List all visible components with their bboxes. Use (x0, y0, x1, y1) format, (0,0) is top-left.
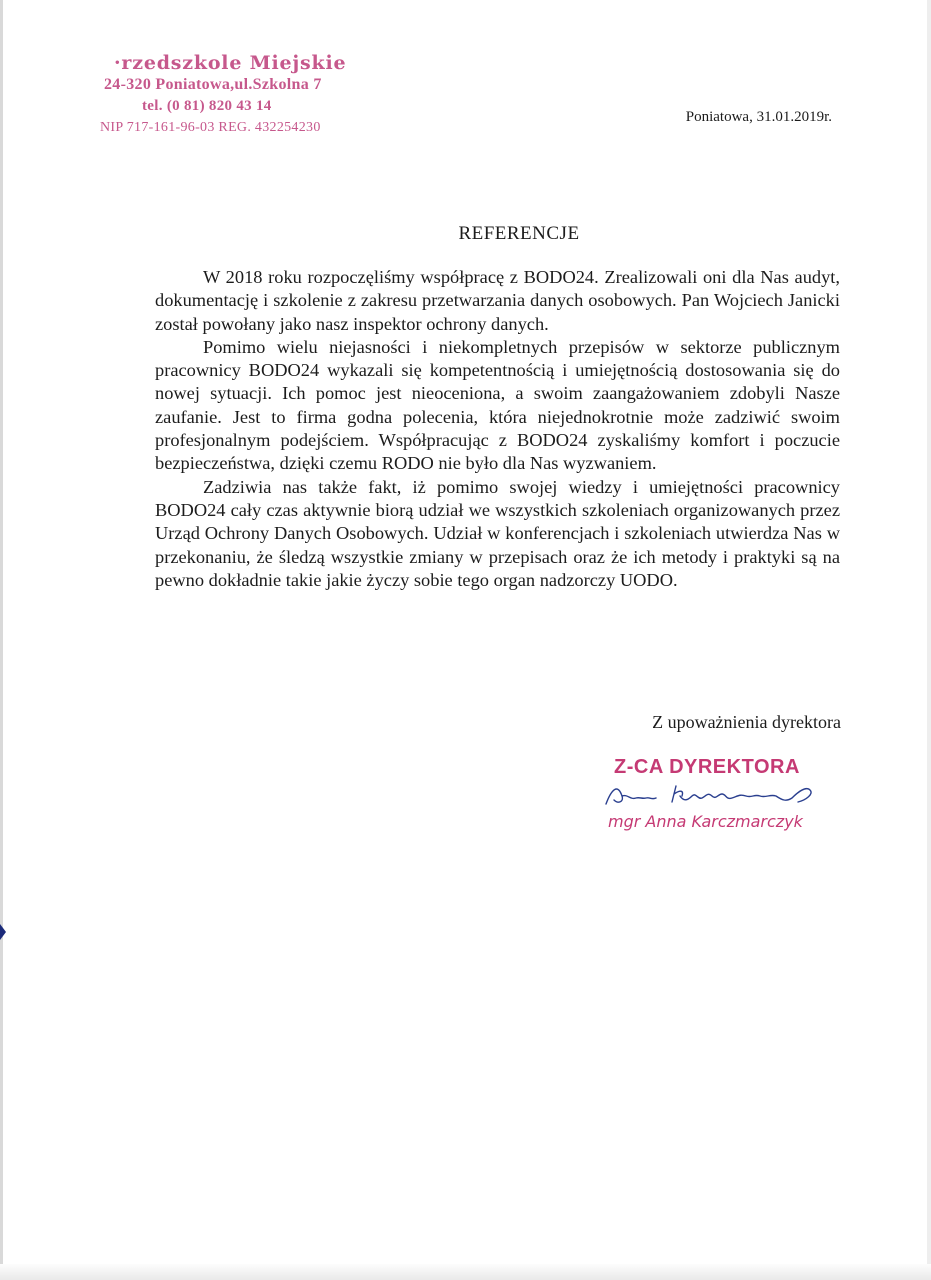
stamp-tax-ids: NIP 717-161-96-03 REG. 432254230 (100, 120, 321, 135)
binder-mark-icon (0, 922, 10, 942)
closing-authorization: Z upoważnienia dyrektora (652, 712, 841, 732)
letter-title: REFERENCJE (458, 223, 580, 244)
letter-date: Poniatowa, 31.01.2019r. (685, 109, 832, 125)
letter-body (155, 266, 840, 592)
signatory-name: mgr Anna Karczmarczyk (608, 812, 803, 831)
stamp-institution-name: ·rzedszkole Miejskie (114, 52, 347, 74)
signature-block (596, 752, 836, 842)
scan-edge-left (0, 0, 3, 1280)
handwritten-signature (600, 778, 830, 812)
paragraph-1: W 2018 roku rozpoczęliśmy współpracę z BODO24. Zrealizowali oni dla Nas audyt, dokumentację i szkolenie z zakresu przetwarzania danych osobowych. Pan Wojciech Janicki został powołany jako nasz inspektor ochrony danych. (155, 267, 840, 334)
paragraph-2: Pomimo wielu niejasności i niekompletnych przepisów w sektorze publicznym pracownicy BODO24 wykazali się kompetentnością i umiejętnością dostosowania się do nowej sytuacji. Ich pomoc jest nieoceniona, a swoim zaangażowaniem zdobyli Nasze zaufanie. Jest to firma godna polecenia, która niejednokrotnie może zadziwić swoim profesjonalnym podejściem. Współpracując z BODO24 zyskaliśmy komfort i poczucie bezpieczeństwa, dzięki czemu RODO nie było dla Nas wyzwaniem. (155, 336, 840, 474)
scan-edge-bottom (0, 1264, 931, 1280)
stamp-address: 24-320 Poniatowa,ul.Szkolna 7 (104, 76, 322, 93)
paragraph-3: Zadziwia nas także fakt, iż pomimo swojej wiedzy i umiejętności pracownicy BODO24 cały czas aktywnie biorą udział we wszystkich szkoleniach organizowanych przez Urząd Ochrony Danych Osobowych. Udział w konferencjach i szkoleniach utwierdza Nas w przekonaniu, że śledzą wszystkie zmiany w przepisach oraz że ich metody i praktyki są na pewno dokładnie takie jakie życzy sobie tego organ nadzorczy UODO. (155, 476, 840, 590)
scan-edge-right (927, 0, 931, 1280)
stamp-phone: tel. (0 81) 820 43 14 (142, 98, 272, 114)
signature-role-stamp: Z-CA DYREKTORA (614, 756, 800, 778)
